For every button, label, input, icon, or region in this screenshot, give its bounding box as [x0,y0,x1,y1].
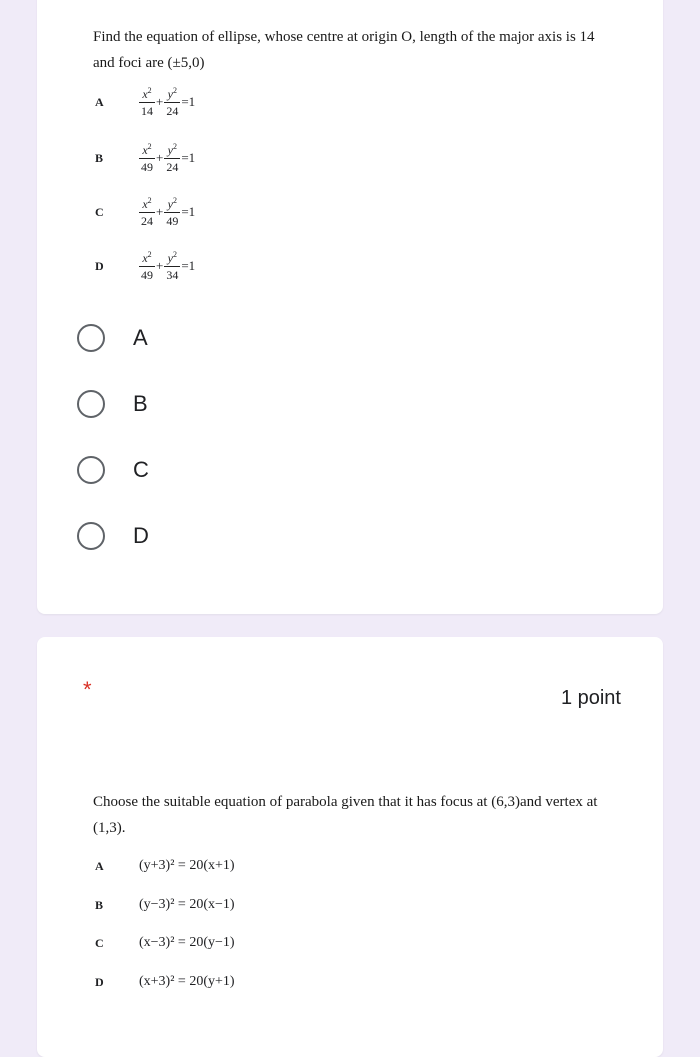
points-label: 1 point [560,687,621,709]
radio-choice-d[interactable]: D [77,516,149,556]
option-row-b: B $\frac{x^2}{49}$ + $\frac{y^2}{24}$ =1 [95,142,196,174]
option-row-a: A $\frac{x^2}{14}$ + $\frac{y^2}{24}$ =1 [95,86,196,118]
foci-value: (±5,0) [167,55,205,71]
option-row-d: D (x+3)² = 20(y+1) [95,974,235,989]
radio-choice-b[interactable]: B [77,384,148,424]
radio-choice-c[interactable]: C [77,450,149,490]
radio-button[interactable] [77,456,105,484]
required-asterisk: * [83,677,92,702]
question-card-1 [37,0,663,614]
option-row-c: C $\frac{x^2}{24}$ + $\frac{y^2}{49}$ =1 [95,196,196,228]
question-1-text: Find the equation of ellipse, whose centre at origin O, length of the major axis is 14 and foci are (±5,0) [93,29,595,71]
question-2-text: Choose the suitable equation of parabola given that it has focus at (6,3)and vertex at (1,3). [93,794,598,836]
radio-button[interactable] [77,324,105,352]
question-card-2 [37,637,663,1057]
option-row-c: C (x−3)² = 20(y−1) [95,935,235,950]
option-row-b: B (y−3)² = 20(x−1) [95,897,235,912]
option-row-d: D $\frac{x^2}{49}$ + $\frac{y^2}{34}$ =1 [95,250,196,282]
option-row-a: A (y+3)² = 20(x+1) [95,858,235,873]
radio-button[interactable] [77,522,105,550]
radio-choice-a[interactable]: A [77,318,148,358]
radio-button[interactable] [77,390,105,418]
